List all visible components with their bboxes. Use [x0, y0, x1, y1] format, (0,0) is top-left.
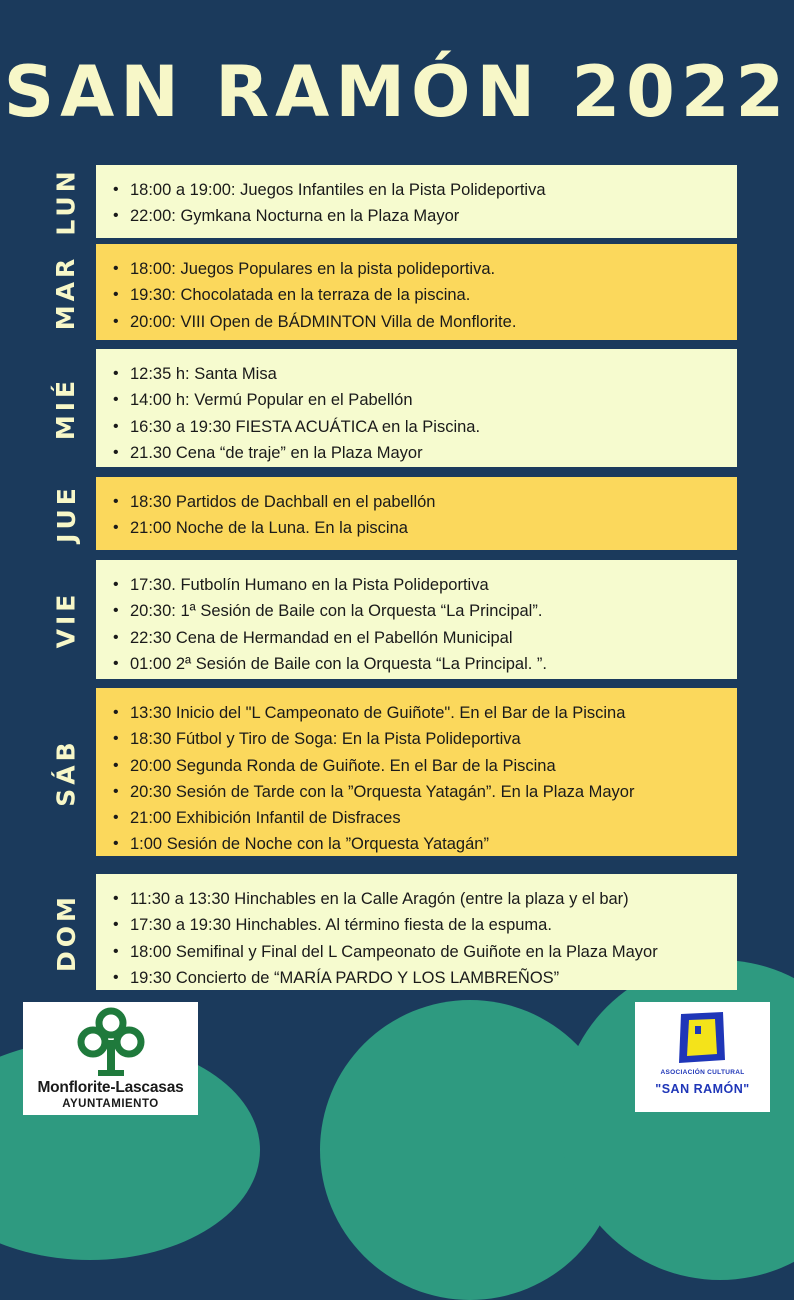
day-label-lun: LUN — [51, 167, 81, 236]
event-item: • 21.30 Cena “de traje” en la Plaza Mayor — [108, 440, 731, 466]
event-item: • 17:30. Futbolín Humano en la Pista Polideportiva — [108, 572, 731, 598]
event-item: • 14:00 h: Vermú Popular en el Pabellón — [108, 387, 731, 413]
square-logo-icon — [675, 1010, 730, 1066]
day-label-vie: VIE — [51, 590, 81, 649]
day-box-dom — [96, 874, 737, 990]
day-label-jue: JUE — [51, 484, 81, 543]
event-item: • 17:30 a 19:30 Hinchables. Al término fiesta de la espuma. — [108, 912, 731, 938]
event-item: • 18:30 Partidos de Dachball en el pabellón — [108, 489, 731, 515]
logo-line-1: ASOCIACIÓN CULTURAL — [660, 1069, 745, 1076]
ayuntamiento-logo — [23, 1002, 198, 1115]
event-item: • 20:00 Segunda Ronda de Guiñote. En el Bar de la Piscina — [108, 753, 731, 779]
event-list — [108, 886, 731, 991]
event-item: • 20:00: VIII Open de BÁDMINTON Villa de Monflorite. — [108, 309, 731, 335]
event-list — [108, 256, 731, 335]
logo-subtitle: AYUNTAMIENTO — [62, 1098, 159, 1110]
event-list — [108, 177, 731, 230]
event-item: • 18:30 Fútbol y Tiro de Soga: En la Pista Polideportiva — [108, 726, 731, 752]
day-box-sab — [96, 688, 737, 856]
page-title: SAN RAMÓN 2022 — [3, 51, 791, 133]
event-item: • 18:00: Juegos Populares en la pista polideportiva. — [108, 256, 731, 282]
day-box-jue — [96, 477, 737, 550]
event-item: • 20:30 Sesión de Tarde con la ”Orquesta Yatagán”. En la Plaza Mayor — [108, 779, 731, 805]
event-item: • 18:00 Semifinal y Final del L Campeonato de Guiñote en la Plaza Mayor — [108, 939, 731, 965]
event-item: • 16:30 a 19:30 FIESTA ACUÁTICA en la Piscina. — [108, 414, 731, 440]
event-item: • 12:35 h: Santa Misa — [108, 361, 731, 387]
logo-line-2: "SAN RAMÓN" — [655, 1082, 750, 1096]
day-label-mie: MIÉ — [51, 376, 81, 440]
event-item: • 22:00: Gymkana Nocturna en la Plaza Mayor — [108, 203, 731, 229]
day-label-mar: MAR — [51, 254, 81, 330]
asociacion-logo — [635, 1002, 770, 1112]
day-label-dom: DOM — [51, 892, 81, 972]
event-item: • 13:30 Inicio del "L Campeonato de Guiñote". En el Bar de la Piscina — [108, 700, 731, 726]
event-item: • 18:00 a 19:00: Juegos Infantiles en la Pista Polideportiva — [108, 177, 731, 203]
event-list — [108, 489, 731, 542]
logo-name: Monflorite-Lascasas — [37, 1079, 184, 1096]
event-item: • 19:30: Chocolatada en la terraza de la piscina. — [108, 282, 731, 308]
day-box-mie — [96, 349, 737, 467]
day-box-mar — [96, 244, 737, 340]
event-list — [108, 572, 731, 677]
event-item: • 19:30 Concierto de “MARÍA PARDO Y LOS LAMBREÑOS” — [108, 965, 731, 991]
event-item: • 22:30 Cena de Hermandad en el Pabellón Municipal — [108, 625, 731, 651]
day-box-vie — [96, 560, 737, 679]
event-item: • 01:00 2ª Sesión de Baile con la Orquesta “La Principal. ”. — [108, 651, 731, 677]
event-list — [108, 361, 731, 466]
trefoil-logo-icon — [76, 1006, 146, 1078]
event-item: • 11:30 a 13:30 Hinchables en la Calle Aragón (entre la plaza y el bar) — [108, 886, 731, 912]
event-list — [108, 700, 731, 858]
day-label-sab: SÁB — [51, 737, 81, 807]
day-box-lun — [96, 165, 737, 238]
event-item: • 21:00 Exhibición Infantil de Disfraces — [108, 805, 731, 831]
event-item: • 20:30: 1ª Sesión de Baile con la Orquesta “La Principal”. — [108, 598, 731, 624]
event-item: • 21:00 Noche de la Luna. En la piscina — [108, 515, 731, 541]
event-item: • 1:00 Sesión de Noche con la ”Orquesta Yatagán” — [108, 831, 731, 857]
